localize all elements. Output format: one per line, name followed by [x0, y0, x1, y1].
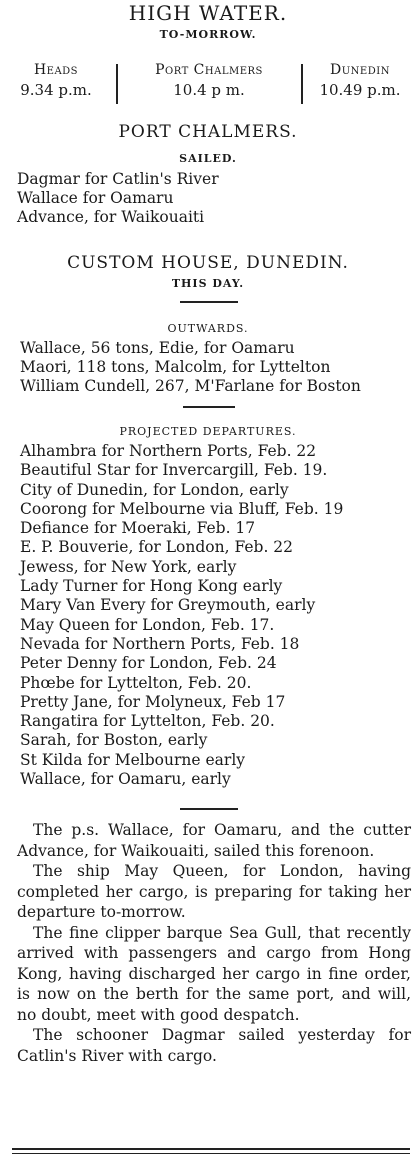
tide-heads [8, 60, 104, 100]
projected-departures-list [20, 442, 343, 789]
high-water-subtitle: TO-MORROW. [159, 28, 257, 41]
list-item: Wallace for Oamaru [17, 189, 174, 208]
list-item: Dagmar for Catlin's River [17, 170, 219, 188]
list-item: Maori, 118 tons, Malcolm, for Lyttelton [20, 358, 331, 377]
tide-port-chalmers [124, 60, 294, 100]
outwards-heading: OUTWARDS. [167, 322, 249, 335]
list-item: Wallace, 56 tons, Edie, for Oamaru [20, 339, 295, 357]
tide-time: 10.4 p m. [173, 81, 245, 99]
news-paragraph: The schooner Dagmar sailed yesterday for Catlin's River with cargo. [17, 1026, 411, 1065]
list-item: Rangatira for Lyttelton, Feb. 20. [20, 712, 275, 731]
list-item: Jewess, for New York, early [20, 557, 237, 576]
projected-departures-heading: PROJECTED DEPARTURES. [119, 425, 297, 438]
list-item: Nevada for Northern Ports, Feb. 18 [20, 634, 300, 653]
list-item: William Cundell, 267, M'Farlane for Boston [20, 377, 361, 396]
list-item: Pretty Jane, for Molyneux, Feb 17 [20, 692, 286, 711]
list-item: E. P. Bouverie, for London, Feb. 22 [20, 538, 294, 557]
news-paragraph: The ship May Queen, for London, having completed her cargo, is preparing for taking her departure to-morrow. [17, 862, 411, 921]
tide-table [0, 60, 416, 110]
section-rule [180, 301, 238, 303]
port-chalmers-heading: PORT CHALMERS. [118, 122, 298, 142]
custom-house-heading: CUSTOM HOUSE, DUNEDIN. [67, 253, 349, 273]
closing-rule [12, 1148, 410, 1154]
list-item: Wallace, for Oamaru, early [20, 770, 231, 789]
sailed-list [17, 170, 219, 228]
tide-time: 10.49 p.m. [319, 81, 401, 99]
high-water-title: HIGH WATER. [128, 1, 288, 25]
outwards-list [20, 339, 361, 397]
tide-divider [116, 64, 118, 104]
list-item: Advance, for Waikouaiti [17, 208, 205, 227]
list-item: Sarah, for Boston, early [20, 731, 208, 750]
list-item: Defiance for Moeraki, Feb. 17 [20, 519, 256, 538]
list-item: Phœbe for Lyttelton, Feb. 20. [20, 673, 252, 692]
shipping-news [17, 820, 411, 1066]
news-paragraph: The fine clipper barque Sea Gull, that recently arrived with passengers and cargo from Hong Kong, having discharged her cargo in fine order, is now on the berth for the same port, and will, no doubt, meet with good despatch. [17, 923, 411, 1024]
list-item: Peter Denny for London, Feb. 24 [20, 654, 277, 673]
sailed-heading: SAILED. [179, 152, 237, 165]
tide-place: Dunedin [330, 62, 390, 78]
section-rule [180, 808, 238, 810]
tide-time: 9.34 p.m. [20, 81, 92, 99]
list-item: May Queen for London, Feb. 17. [20, 615, 275, 634]
news-paragraph: The p.s. Wallace, for Oamaru, and the cutter Advance, for Waikouaiti, sailed this forenoon. [17, 821, 411, 860]
tide-divider [301, 64, 303, 104]
tide-dunedin [308, 60, 412, 100]
list-item: City of Dunedin, for London, early [20, 480, 289, 499]
list-item: Coorong for Melbourne via Bluff, Feb. 19 [20, 499, 344, 518]
tide-place: Port Chalmers [155, 62, 263, 78]
list-item: Beautiful Star for Invercargill, Feb. 19. [20, 461, 328, 480]
this-day-heading: THIS DAY. [171, 277, 245, 290]
list-item: St Kilda for Melbourne early [20, 750, 246, 769]
list-item: Alhambra for Northern Ports, Feb. 22 [20, 442, 317, 460]
list-item: Mary Van Every for Greymouth, early [20, 596, 316, 615]
section-rule [183, 406, 235, 408]
list-item: Lady Turner for Hong Kong early [20, 577, 283, 596]
tide-place: Heads [33, 62, 79, 78]
